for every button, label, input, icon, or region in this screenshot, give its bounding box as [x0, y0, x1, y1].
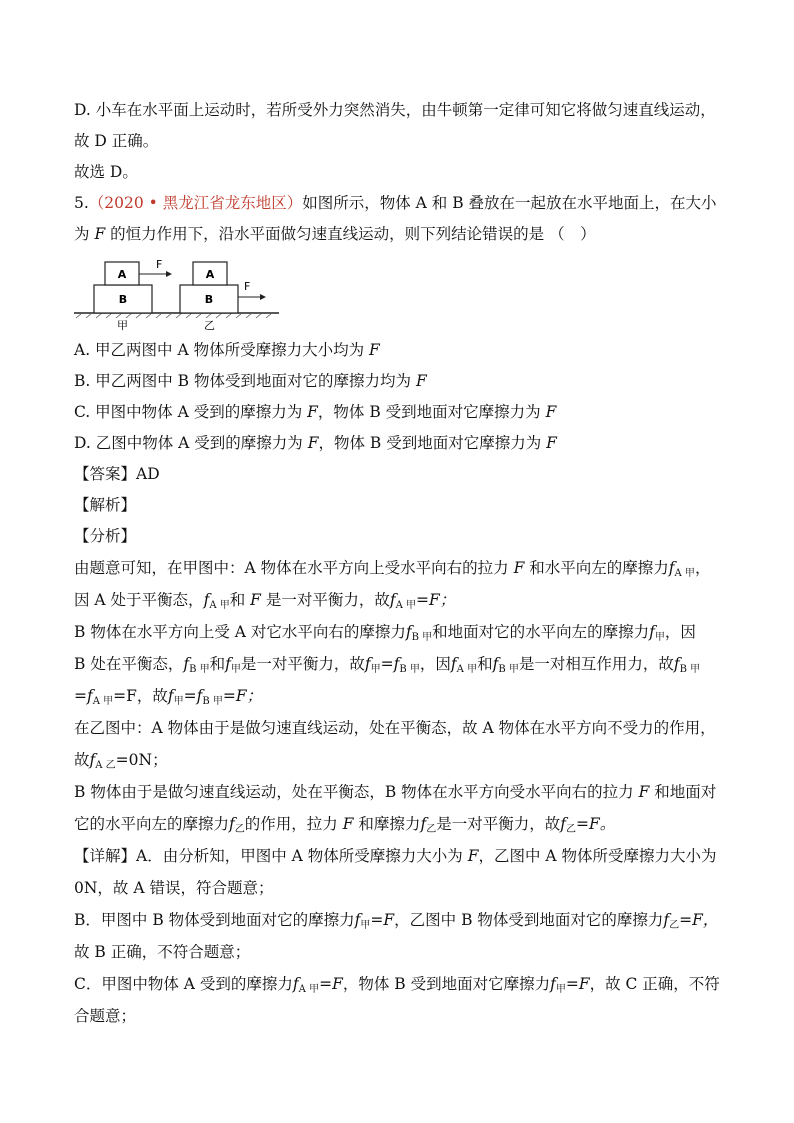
text-line: 它的水平向左的摩擦力$f_乙$的作用，拉力 F 和摩擦力$f_乙$是一对平衡力，故$f_乙=F$。 [74, 815, 616, 835]
option-a: A. 甲乙两图中 A 物体所受摩擦力大小均为 F [74, 341, 380, 359]
text-line: 为 F 的恒力作用下，沿水平面做匀速直线运动，则下列结论错误的是 （ ） [74, 225, 596, 243]
text-line: 故 D 正确。 [74, 132, 159, 150]
block-a-label: A [205, 268, 215, 281]
block-b-label: B [118, 293, 128, 306]
text-line: 故选 D。 [74, 163, 138, 181]
option-c: C. 甲图中物体 A 受到的摩擦力为 F，物体 B 受到地面对它摩擦力为 F [74, 403, 557, 421]
text-line: 【详解】A．由分析知，甲图中 A 物体所受摩擦力大小为 F，乙图中 A 物体所受摩擦力大小为 [74, 847, 717, 865]
text-line: B 物体在水平方向上受 A 对它水平向右的摩擦力$f_{B 甲}$和地面对它的水平向左的摩擦力$f_甲$，因 [74, 623, 696, 643]
section-heading: 【分析】 [74, 527, 137, 545]
question-source: （2020 • 黑龙江省龙东地区） [88, 194, 303, 212]
text-line: 0N，故 A 错误，符合题意； [74, 879, 274, 897]
text-line: D. 小车在水平面上运动时，若所受外力突然消失，由牛顿第一定律可知它将做匀速直线运动， [74, 101, 716, 119]
text-line: 在乙图中：A 物体由于是做匀速直线运动，处在平衡态，故 A 物体在水平方向不受力的作用， [74, 719, 716, 737]
label-jia: 甲 [117, 319, 128, 332]
physics-figure [74, 256, 304, 336]
text-line: 由题意可知，在甲图中：A 物体在水平方向上受水平向右的拉力 F 和水平向左的摩擦力$f_{A 甲}$， [74, 559, 711, 579]
section-heading: 【解析】 [74, 496, 137, 514]
text-line: $=f_{A 甲}=F$，故$f_甲=f_{B 甲}=F$； [74, 687, 263, 707]
answer-line: 【答案】AD [74, 465, 160, 483]
answer-value: AD [136, 465, 160, 483]
block-a-label: A [117, 268, 127, 281]
force-label: F [156, 258, 163, 271]
text-line: 故 B 正确，不符合题意； [74, 943, 251, 961]
option-b: B. 甲乙两图中 B 物体受到地面对它的摩擦力均为 F [74, 372, 427, 390]
text-line: C．甲图中物体 A 受到的摩擦力$f_{A 甲}=F$，物体 B 受到地面对它摩擦力$f_甲=F$，故 C 正确，不符 [74, 975, 720, 995]
question-5-stem: 5.（2020 • 黑龙江省龙东地区）如图所示，物体 A 和 B 叠放在一起放在水平地面上，在大小 [74, 194, 717, 212]
text-line: B 处在平衡态，$f_{B 甲}$和$f_甲$是一对平衡力，故$f_甲=f_{B 甲}$，因$f_{A 甲}$和$f_{B 甲}$是一对相互作用力，故$f_{B 甲}$ [74, 655, 701, 675]
text-line: B．甲图中 B 物体受到地面对它的摩擦力$f_甲=F$，乙图中 B 物体受到地面对它的摩擦力$f_乙=F$， [74, 911, 719, 931]
text-line: B 物体由于是做匀速直线运动，处在平衡态，B 物体在水平方向受水平向右的拉力 F 和地面对 [74, 783, 717, 801]
force-label: F [244, 280, 251, 293]
text-line: 合题意； [74, 1007, 137, 1025]
text-line: 因 A 处于平衡态，$f_{A 甲}$和 F 是一对平衡力，故$f_{A 甲}=F$； [74, 591, 456, 611]
block-b-label: B [204, 293, 214, 306]
option-d: D. 乙图中物体 A 受到的摩擦力为 F，物体 B 受到地面对它摩擦力为 F [74, 434, 557, 452]
label-yi: 乙 [204, 319, 215, 332]
text-line: 故$f_{A 乙}=0N$； [74, 751, 168, 771]
